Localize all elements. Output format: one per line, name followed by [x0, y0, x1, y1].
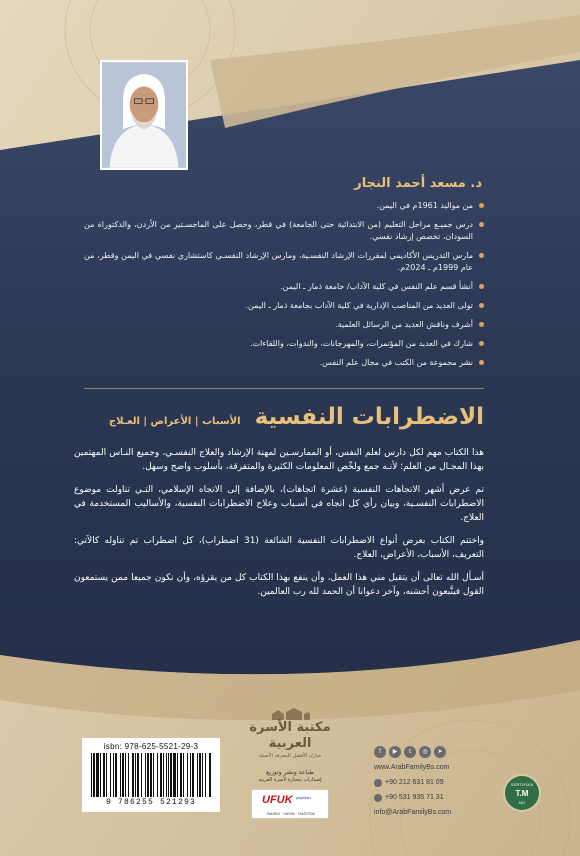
isbn-digits: 9 786255 521293: [105, 798, 196, 807]
facebook-icon[interactable]: f: [374, 746, 386, 758]
publisher-block: [226, 708, 354, 819]
author-photo: [100, 60, 188, 170]
description-paragraph: أسـأل الله تعالى أن يتقبل مني هذا العمل، وأن ينفع بهذا الكتاب كل من يقرؤه، وأن نكون جميعا ممن يستمعون القول فيتَّبعون أحسَنه، وآخر دعوانا أن الحمد لله رب العالمين.: [74, 573, 484, 597]
book-description: [74, 446, 484, 608]
badge-top-text: SERTİFİKA: [510, 782, 534, 787]
bio-item: شارك في العديد من المؤتمرات، والمهرجانات، والندوات، واللقاءات.: [84, 338, 484, 350]
ufuk-line: BASIM · YAYIN · DAĞITIM: [267, 811, 315, 816]
ufuk-name: UFUK: [262, 794, 293, 806]
instagram-icon[interactable]: ◎: [419, 746, 431, 758]
description-paragraph: واختتم الكتاب بعرض أنواع الاضطرابات النفسية الشائعة (31 اضطراب)، كل اضطراب تم تناوله كالآتي: التعريف، الأسباب، الأعراض، العلاج.: [74, 536, 485, 560]
section-divider: [84, 388, 484, 389]
badge-mid-text: T.M: [515, 789, 529, 798]
bio-item: درس جميـع مراحل التعليم (من الابتدائية حتى الجامعة) في قطر، وحصل على الماجسـتير من الأردن، والدكتوراة من السودان، تخصص إرشاد نفسي.: [84, 219, 484, 243]
bio-item: أشرف وناقش العديد من الرسائل العلمية.: [84, 319, 484, 331]
author-bio-list: [84, 200, 484, 376]
bio-item: مارس التدريس الأكاديمي لمقررات الإرشاد النفسـية، ومارس الإرشاد النفسـي كاستشاري نفسي في اليمن وقطر، من عام 1999م ـ 2024م.: [84, 250, 484, 274]
phone-icon: [374, 779, 382, 787]
ufuk-sub: yayinlari: [296, 795, 311, 800]
contact-block: [374, 746, 504, 822]
youtube-icon[interactable]: ▶: [389, 746, 401, 758]
isbn-barcode-box: [82, 738, 220, 812]
book-title: الاضطرابات النفسية: [254, 404, 484, 430]
website-line[interactable]: [374, 762, 504, 774]
certification-badge: [503, 774, 541, 812]
phone-line-2: [374, 792, 504, 804]
bio-item: أنشأ قسم علم النفس في كلية الآداب/ جامعة ذمار ـ اليمن.: [84, 281, 484, 293]
isbn-label: isbn: 978-625-5521-29-3: [103, 742, 199, 751]
book-title-row: [84, 404, 484, 440]
publisher-sub-line: إصدارات مختارة لأسرة العربية: [258, 777, 322, 783]
barcode-icon: [89, 753, 213, 797]
publisher-tagline: خيارك الأفضل للمعرفة الأصيلة: [258, 753, 322, 759]
whatsapp-icon: [374, 794, 382, 802]
bio-item: من مواليد 1961م في اليمن.: [84, 200, 484, 212]
author-portrait-icon: [102, 62, 186, 168]
publisher-building-icon: [270, 708, 310, 720]
description-paragraph: هذا الكتاب مهم لكل دارس لعلم النفس، أو الممارسـين لمهنة الإرشاد والعلاج النفسـي، وجميع النـاس المهتمين بهذا المجـال من العلم؛ لأنـه جمع ولخّص المعلومات الكثيرة والمتفرقة، بأسلوب واضح وسهل.: [74, 448, 484, 472]
phone-line-1: [374, 777, 504, 789]
twitter-icon[interactable]: t: [404, 746, 416, 758]
social-icons: [374, 746, 504, 758]
badge-bottom-text: NO: [519, 800, 525, 805]
email-line[interactable]: [374, 807, 504, 819]
publisher-name: مكتبة الأسرة العربية: [249, 720, 331, 751]
phone-number: +90 212 631 81 09: [385, 779, 444, 786]
telegram-icon[interactable]: ➤: [434, 746, 446, 758]
bio-item: تولى العديد من المناصب الإدارية في كلية الآداب بجامعة ذمار ـ اليمن.: [84, 300, 484, 312]
ufuk-logo: [251, 789, 329, 819]
bio-item: نشر مجموعة من الكتب في مجال علم النفس.: [84, 357, 484, 369]
description-paragraph: تم عرض أشهر الاتجاهات النفسية (عشرة اتجاهات)، بالإضافة إلى الاتجاه الإسلامي، التـي تناولت موضوع الاضطرابات النفسـية، وبيان رأي كل اتجاه في أسـباب وعلاج الاضطرابات النفسية، والأساليب المستخدمة في العلاج.: [74, 485, 484, 523]
book-subtitle: الأسباب | الأعراض | العـلاج: [108, 416, 241, 427]
author-name: د. مسعد أحمد النجار: [354, 176, 482, 191]
email-link[interactable]: info@ArabFamilyBs.com: [374, 809, 452, 816]
phone-number: +90 531 935 71 31: [385, 794, 444, 801]
website-link[interactable]: www.ArabFamilyBs.com: [374, 764, 450, 771]
publisher-print-line: طباعة ونشر وتوزيع: [266, 769, 314, 776]
